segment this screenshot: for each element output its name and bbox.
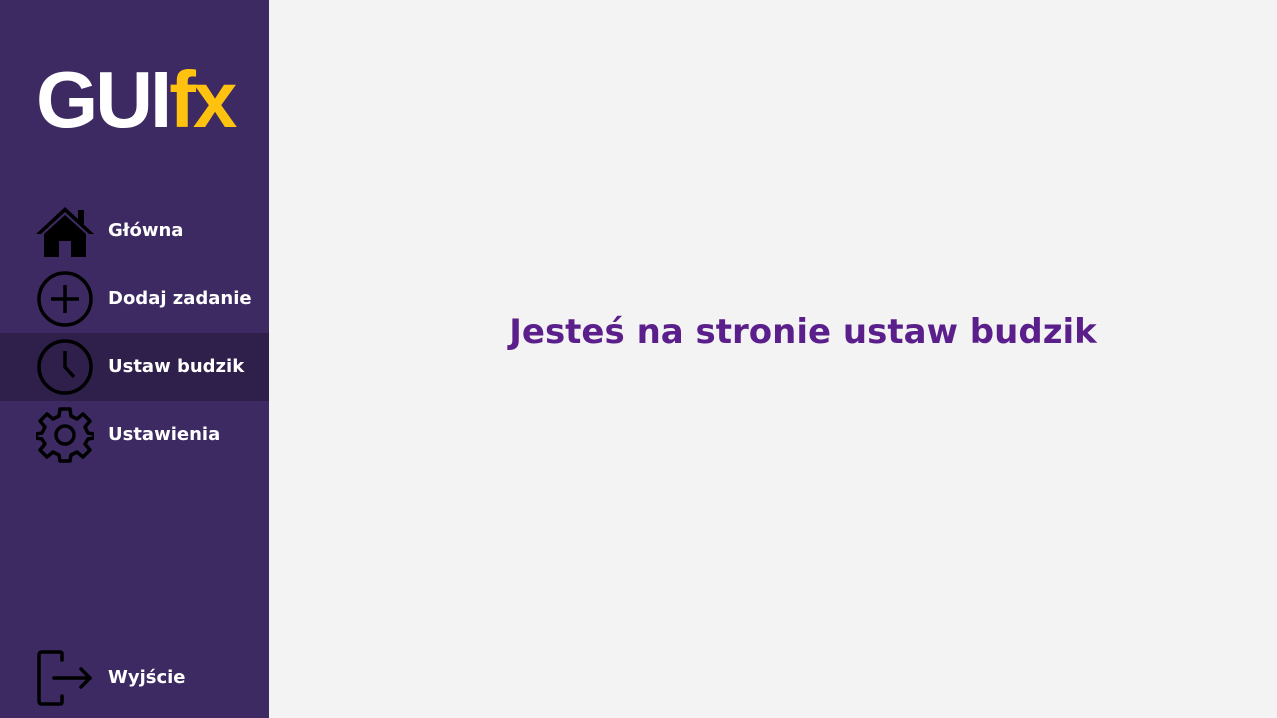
logo-text-fx: fx [169,55,235,144]
logo-text-gui: GUI [36,55,170,144]
exit-icon [36,650,94,706]
sidebar-item-ustawienia[interactable] [0,401,269,469]
sidebar-item-label: Główna [108,220,184,241]
sidebar-item-wyjscie[interactable] [0,644,269,712]
home-icon [36,203,94,259]
sidebar-item-ustaw-budzik[interactable] [0,333,269,401]
sidebar-item-label: Ustawienia [108,424,221,445]
sidebar-item-dodaj-zadanie[interactable] [0,265,269,333]
gear-icon [36,407,94,463]
logo [36,52,234,148]
page-title: Jesteś na stronie ustaw budzik [509,312,1097,352]
add-circle-icon [36,271,94,327]
sidebar [0,0,269,718]
sidebar-item-label: Ustaw budzik [108,356,245,377]
sidebar-item-label: Wyjście [108,667,186,688]
clock-icon [36,339,94,395]
sidebar-item-label: Dodaj zadanie [108,288,252,309]
sidebar-item-glowna[interactable] [0,197,269,265]
